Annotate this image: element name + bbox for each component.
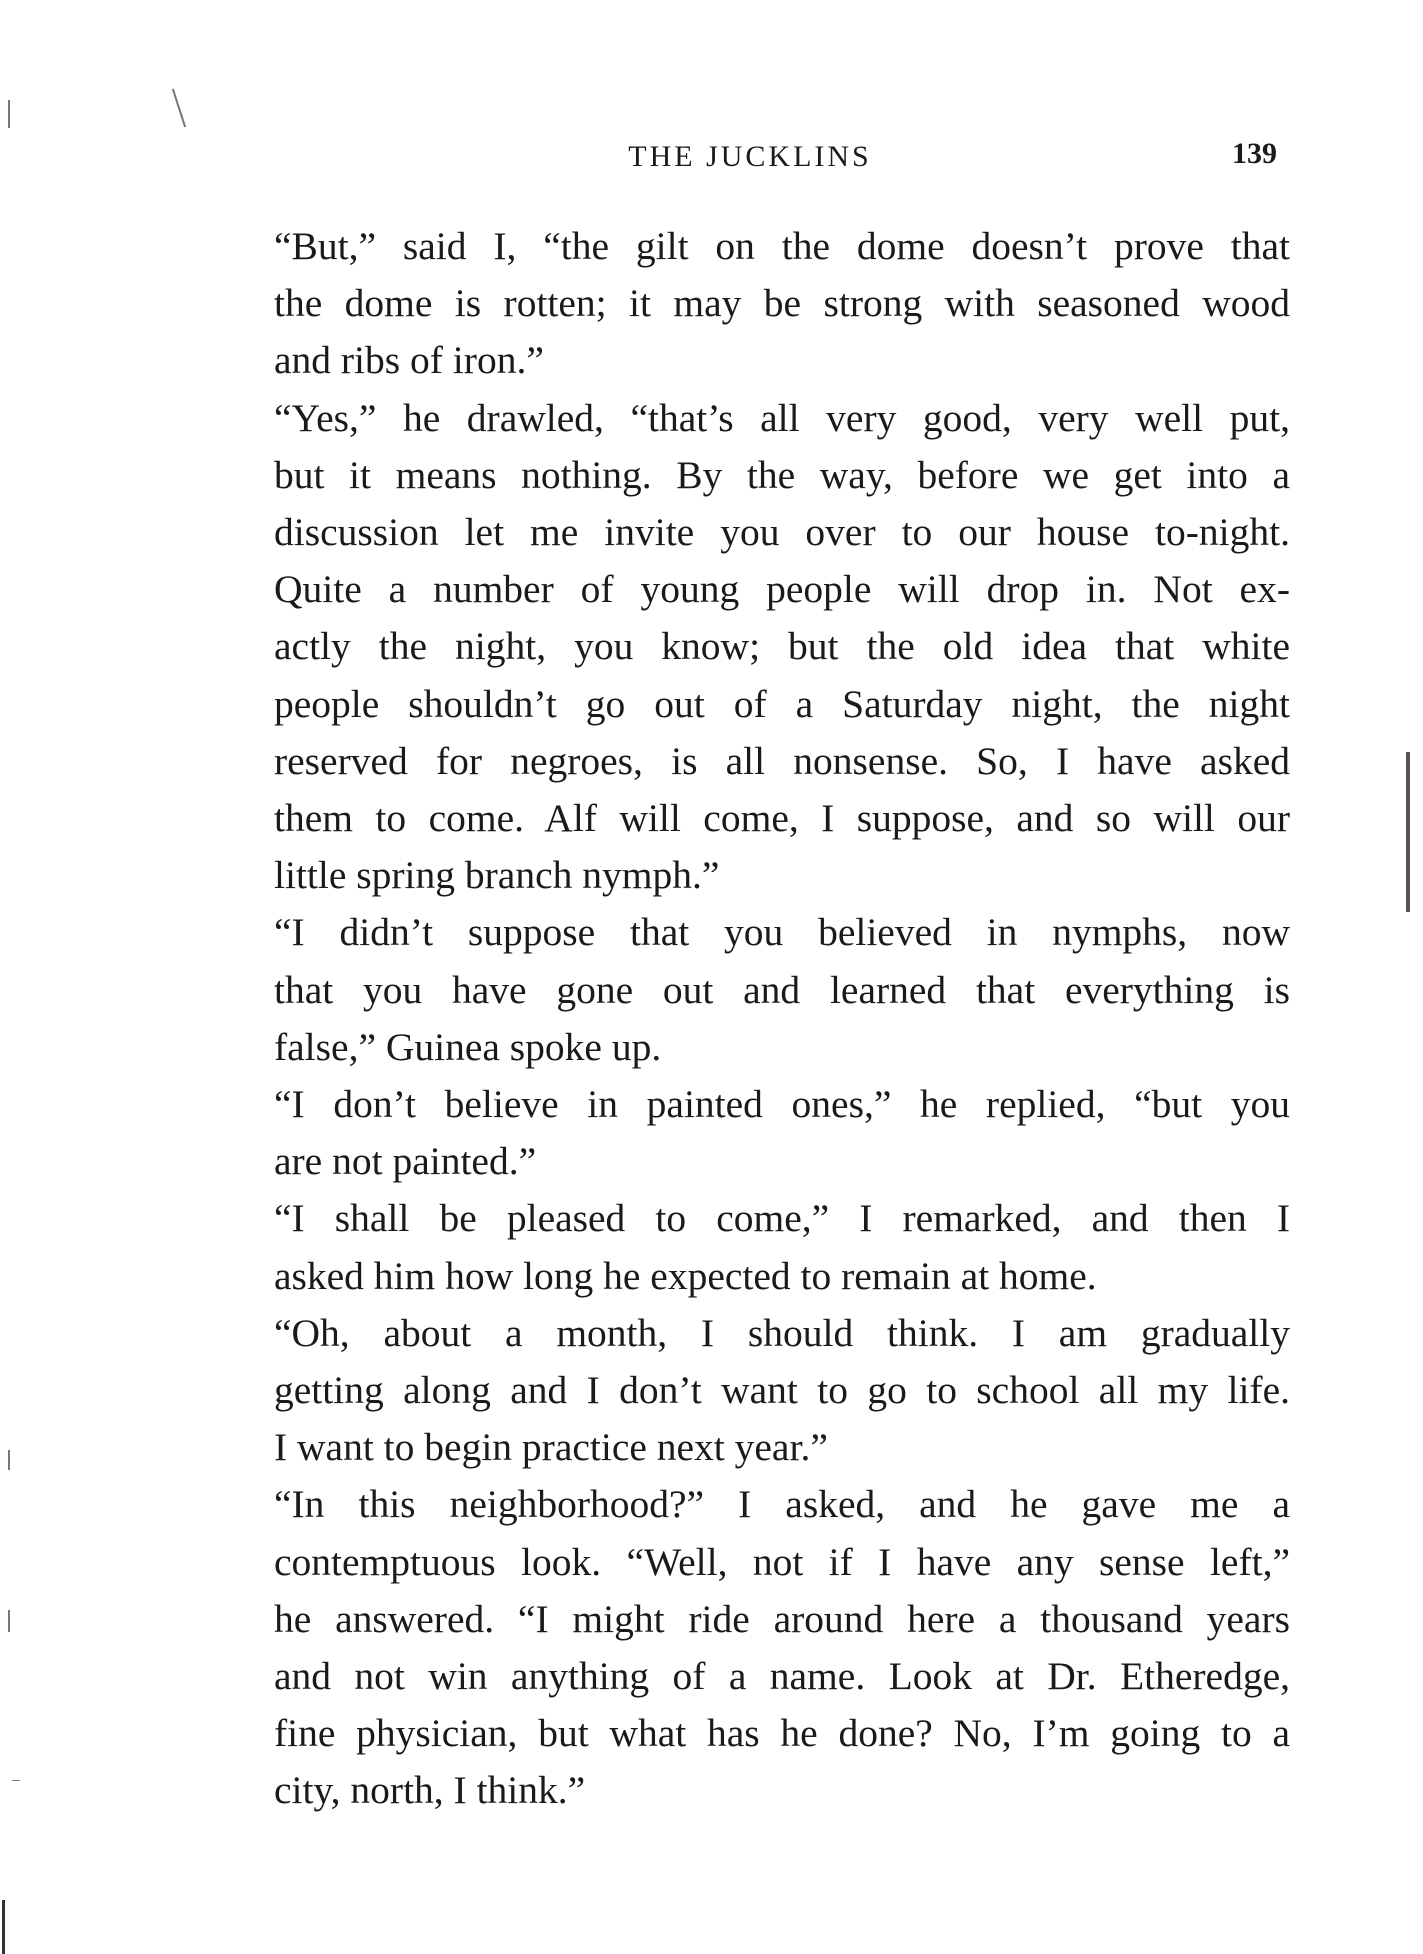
- text-line: “Yes,” he drawled, “that’s all very good, very well put,: [274, 395, 1290, 440]
- text-line: actly the night, you know; but the old idea that white: [274, 624, 1290, 669]
- text-line: “I didn’t suppose that you believed in nymphs, now: [274, 910, 1290, 955]
- text-line: little spring branch nymph.”: [274, 853, 720, 898]
- paragraph: [234, 1190, 1290, 1304]
- text-line: people shouldn’t go out of a Saturday night, the night: [274, 681, 1290, 726]
- text-line: them to come. Alf will come, I suppose, and so will our: [274, 796, 1290, 841]
- paragraph: [234, 904, 1290, 1076]
- scan-mark: [2, 1900, 5, 1954]
- text-line: “Oh, about a month, I should think. I am gradually: [274, 1310, 1290, 1355]
- paragraph: [234, 218, 1290, 390]
- text-line: are not painted.”: [274, 1139, 537, 1184]
- page-number: 139: [1232, 137, 1277, 170]
- scan-mark: [8, 1450, 10, 1470]
- running-head-title: THE JUCKLINS: [628, 140, 872, 173]
- scan-mark: [12, 1780, 20, 1781]
- paragraph: [234, 1076, 1290, 1190]
- text-line: he answered. “I might ride around here a thousand years: [274, 1596, 1290, 1641]
- text-line: contemptuous look. “Well, not if I have any sense left,”: [274, 1539, 1290, 1584]
- text-line: “I shall be pleased to come,” I remarked, and then I: [274, 1196, 1290, 1241]
- paragraph: [234, 1305, 1290, 1477]
- text-line: reserved for negroes, is all nonsense. So, I have asked: [274, 738, 1290, 783]
- scan-mark: [1406, 752, 1410, 912]
- text-line: Quite a number of young people will drop in. Not ex-: [274, 567, 1290, 612]
- text-line: “But,” said I, “the gilt on the dome doesn’t prove that: [274, 224, 1290, 268]
- text-line: discussion let me invite you over to our house to-night.: [274, 510, 1290, 555]
- scan-mark: [172, 89, 186, 128]
- text-line: I want to begin practice next year.”: [274, 1425, 828, 1470]
- text-line: and ribs of iron.”: [274, 338, 544, 383]
- text-line: the dome is rotten; it may be strong with seasoned wood: [274, 281, 1290, 326]
- paragraph: [234, 1476, 1290, 1819]
- text-line: city, north, I think.”: [274, 1768, 586, 1813]
- running-head: [0, 132, 1423, 182]
- text-line: and not win anything of a name. Look at Dr. Etheredge,: [274, 1654, 1290, 1699]
- text-line: getting along and I don’t want to go to school all my life.: [274, 1368, 1290, 1413]
- text-line: but it means nothing. By the way, before we get into a: [274, 452, 1290, 497]
- scan-mark: [8, 100, 10, 128]
- text-line: “In this neighborhood?” I asked, and he gave me a: [274, 1482, 1290, 1527]
- text-line: asked him how long he expected to remain at home.: [274, 1253, 1097, 1298]
- text-line: fine physician, but what has he done? No, I’m going to a: [274, 1711, 1290, 1756]
- body-text: [234, 218, 1290, 1820]
- scan-mark: [8, 1610, 10, 1632]
- text-line: “I don’t believe in painted ones,” he replied, “but you: [274, 1082, 1290, 1127]
- paragraph: [234, 390, 1290, 905]
- text-line: that you have gone out and learned that everything is: [274, 967, 1290, 1012]
- text-line: false,” Guinea spoke up.: [274, 1024, 662, 1069]
